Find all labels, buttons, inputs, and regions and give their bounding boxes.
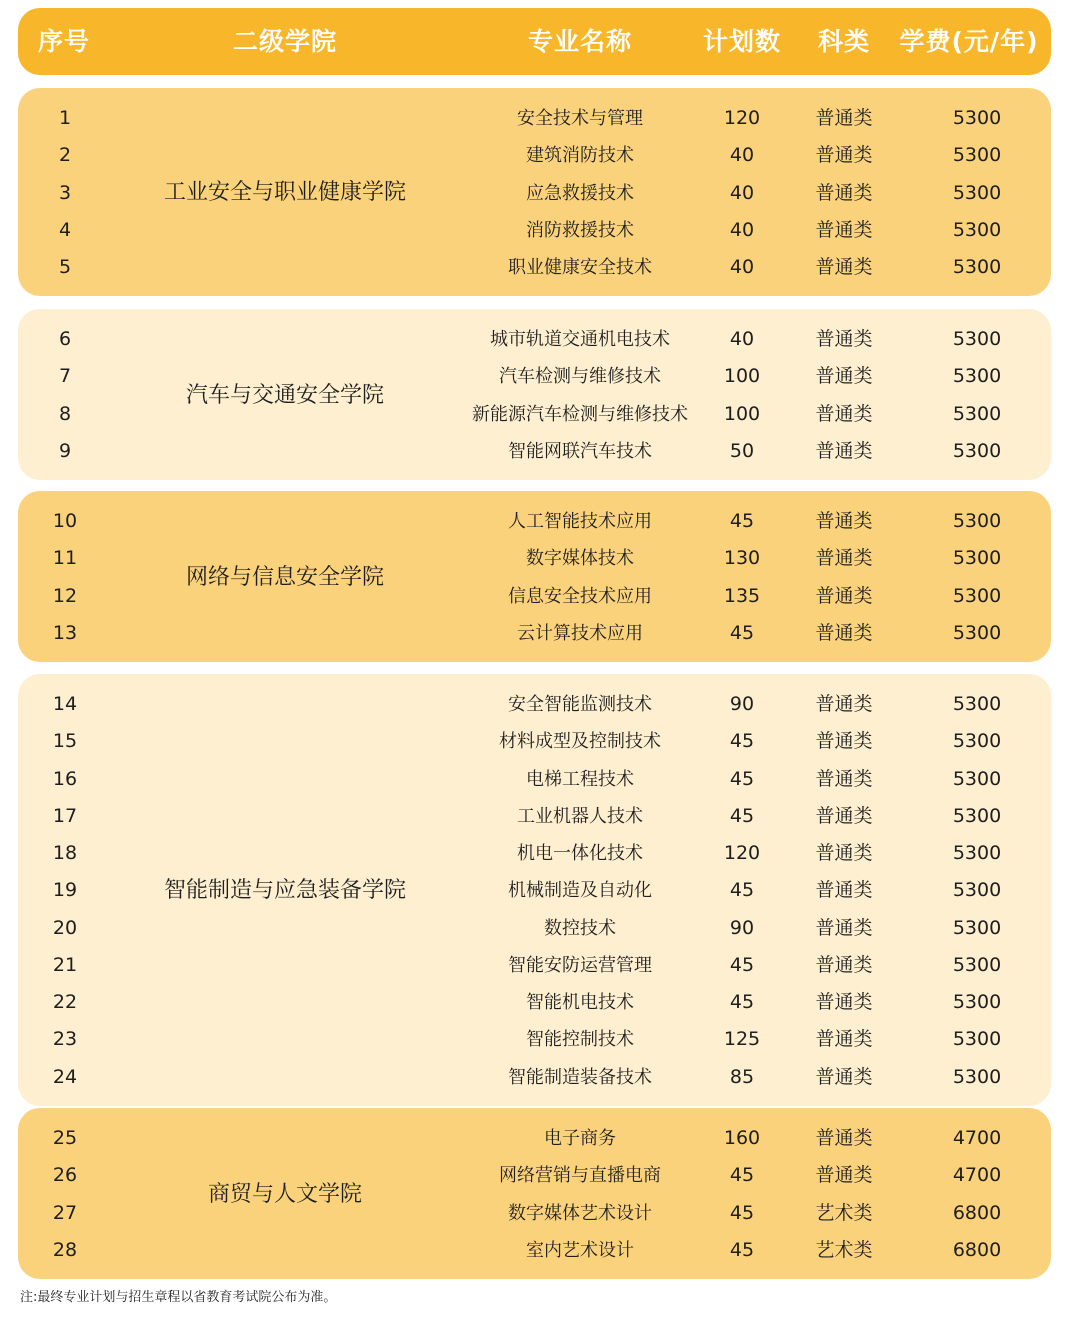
cell-no: 7 [58,365,72,388]
cell-fee: 5300 [952,256,1002,278]
cell-major: 新能源汽车检测与维修技术 [472,403,688,425]
cell-major: 工业机器人技术 [517,805,643,827]
table-row [18,835,1051,872]
cell-major: 智能制造装备技术 [508,1066,652,1088]
cell-fee: 5300 [952,218,1002,241]
cell-fee: 5300 [952,510,1002,532]
cell-category: 艺术类 [815,1238,873,1261]
table-row [18,872,1051,909]
cell-fee: 5300 [952,439,1002,462]
cell-plan: 85 [729,1065,755,1088]
table-row [18,984,1051,1021]
cell-no: 4 [58,218,72,241]
cell-fee: 5300 [952,953,1002,976]
cell-fee: 5300 [952,767,1002,790]
cell-fee: 6800 [952,1201,1002,1224]
cell-category: 普通类 [815,693,873,715]
college-name: 商贸与人文学院 [207,1181,363,1207]
cell-category: 普通类 [815,842,873,864]
table-row [18,358,1051,395]
cell-plan: 45 [729,879,755,902]
cell-plan: 130 [723,547,761,570]
header-category: 科类 [817,27,871,56]
cell-category: 普通类 [815,439,873,462]
cell-no: 1 [58,107,72,129]
cell-plan: 40 [729,218,755,241]
header-fee: 学费(元/年) [899,27,1039,56]
cell-plan: 100 [723,365,761,388]
cell-fee: 5300 [952,1065,1002,1088]
cell-fee: 5300 [952,107,1002,129]
cell-major: 消防救援技术 [526,219,634,241]
cell-plan: 45 [729,730,755,753]
cell-category: 普通类 [815,1065,873,1088]
cell-plan: 40 [729,144,755,167]
cell-fee: 6800 [952,1238,1002,1261]
cell-no: 3 [58,181,72,204]
cell-fee: 5300 [952,402,1002,425]
college-name: 汽车与交通安全学院 [185,382,385,408]
cell-plan: 45 [729,804,755,827]
cell-major: 安全技术与管理 [517,108,643,129]
cell-fee: 5300 [952,144,1002,167]
cell-fee: 5300 [952,181,1002,204]
table-row [18,1059,1051,1096]
cell-no: 26 [52,1164,78,1187]
table-row [18,212,1051,249]
cell-major: 职业健康安全技术 [508,257,652,278]
college-name: 智能制造与应急装备学院 [163,877,407,903]
cell-plan: 90 [729,693,755,715]
cell-major: 城市轨道交通机电技术 [490,329,670,350]
cell-fee: 5300 [952,916,1002,939]
cell-major: 数字媒体技术 [526,548,634,570]
cell-category: 普通类 [815,991,873,1013]
table-row [18,1195,1051,1232]
cell-major: 应急救援技术 [526,182,634,204]
header-no: 序号 [37,27,91,56]
cell-plan: 45 [729,1164,755,1187]
cell-fee: 5300 [952,693,1002,715]
cell-no: 6 [58,328,72,350]
cell-fee: 5300 [952,584,1002,607]
table-row [18,396,1051,433]
cell-no: 27 [52,1201,78,1224]
cell-no: 23 [52,1028,78,1051]
cell-major: 汽车检测与维修技术 [499,366,661,388]
cell-no: 15 [52,730,78,753]
cell-no: 18 [52,842,78,864]
cell-category: 普通类 [815,218,873,241]
cell-major: 机械制造及自动化 [508,880,652,902]
cell-major: 机电一体化技术 [517,843,643,864]
table-row [18,761,1051,798]
cell-category: 普通类 [815,510,873,532]
cell-category: 普通类 [815,256,873,278]
cell-plan: 50 [729,439,755,462]
cell-fee: 5300 [952,1028,1002,1051]
college-group [18,1108,1051,1279]
cell-plan: 45 [729,510,755,532]
table-row [18,503,1051,540]
college-group [18,491,1051,662]
cell-major: 电梯工程技术 [526,768,634,790]
table-header [18,8,1051,75]
cell-no: 19 [52,879,78,902]
cell-category: 普通类 [815,402,873,425]
cell-category: 普通类 [815,144,873,167]
cell-no: 8 [58,402,72,425]
table-row [18,723,1051,760]
cell-category: 普通类 [815,767,873,790]
cell-major: 室内艺术设计 [526,1239,634,1261]
cell-fee: 5300 [952,621,1002,644]
cell-fee: 5300 [952,328,1002,350]
cell-no: 11 [52,547,78,570]
cell-plan: 100 [723,402,761,425]
cell-major: 建筑消防技术 [526,145,634,167]
cell-no: 21 [52,953,78,976]
college-group [18,309,1051,480]
cell-major: 网络营销与直播电商 [499,1165,661,1187]
table-row [18,1232,1051,1269]
cell-plan: 45 [729,621,755,644]
cell-category: 普通类 [815,953,873,976]
cell-plan: 45 [729,991,755,1013]
cell-category: 普通类 [815,1127,873,1149]
cell-plan: 135 [723,584,761,607]
cell-category: 普通类 [815,879,873,902]
cell-major: 智能控制技术 [526,1029,634,1051]
cell-major: 安全智能监测技术 [508,694,652,715]
cell-no: 16 [52,767,78,790]
table-row [18,321,1051,358]
college-name: 工业安全与职业健康学院 [163,180,407,206]
cell-major: 人工智能技术应用 [508,511,652,532]
cell-major: 信息安全技术应用 [508,585,652,607]
college-group [18,674,1051,1106]
table-row [18,433,1051,470]
table-row [18,686,1051,723]
cell-no: 22 [52,991,78,1013]
header-major: 专业名称 [527,27,633,56]
cell-category: 普通类 [815,328,873,350]
cell-plan: 160 [723,1127,761,1149]
cell-plan: 40 [729,181,755,204]
cell-major: 数字媒体艺术设计 [508,1202,652,1224]
cell-major: 数控技术 [544,917,616,939]
table-row [18,175,1051,212]
cell-plan: 40 [729,256,755,278]
cell-major: 云计算技术应用 [517,622,643,644]
cell-category: 普通类 [815,547,873,570]
cell-plan: 45 [729,953,755,976]
cell-fee: 5300 [952,879,1002,902]
cell-no: 28 [52,1238,78,1261]
cell-fee: 4700 [952,1164,1002,1187]
footnote: 注:最终专业计划与招生章程以省教育考试院公布为准。 [20,1290,337,1305]
cell-fee: 5300 [952,730,1002,753]
cell-no: 25 [52,1127,78,1149]
table-row [18,100,1051,137]
cell-category: 普通类 [815,1164,873,1187]
cell-fee: 4700 [952,1127,1002,1149]
college-name: 网络与信息安全学院 [185,564,385,590]
cell-category: 普通类 [815,730,873,753]
cell-category: 普通类 [815,621,873,644]
table-row [18,137,1051,174]
cell-no: 12 [52,584,78,607]
cell-plan: 90 [729,916,755,939]
cell-no: 20 [52,916,78,939]
cell-major: 智能网联汽车技术 [508,440,652,462]
cell-no: 5 [58,256,72,278]
cell-fee: 5300 [952,842,1002,864]
table-row [18,578,1051,615]
cell-plan: 120 [723,107,761,129]
cell-plan: 45 [729,1201,755,1224]
cell-category: 普通类 [815,181,873,204]
cell-no: 2 [58,144,72,167]
table-row [18,540,1051,577]
cell-major: 智能机电技术 [526,992,634,1013]
cell-no: 10 [52,510,78,532]
cell-category: 普通类 [815,916,873,939]
cell-major: 材料成型及控制技术 [499,731,661,753]
cell-no: 17 [52,804,78,827]
cell-fee: 5300 [952,804,1002,827]
table-row [18,249,1051,286]
cell-plan: 40 [729,328,755,350]
header-college: 二级学院 [232,27,338,56]
cell-no: 9 [58,439,72,462]
cell-category: 普通类 [815,107,873,129]
cell-no: 13 [52,621,78,644]
cell-no: 24 [52,1065,78,1088]
cell-major: 电子商务 [544,1128,616,1149]
cell-category: 普通类 [815,365,873,388]
cell-no: 14 [52,693,78,715]
table-row [18,615,1051,652]
cell-plan: 45 [729,767,755,790]
table-row [18,1021,1051,1058]
cell-category: 普通类 [815,584,873,607]
cell-fee: 5300 [952,991,1002,1013]
table-row [18,910,1051,947]
cell-plan: 120 [723,842,761,864]
table-row [18,1120,1051,1157]
table-row [18,947,1051,984]
cell-fee: 5300 [952,547,1002,570]
cell-plan: 45 [729,1238,755,1261]
cell-category: 艺术类 [815,1201,873,1224]
college-group [18,88,1051,296]
cell-major: 智能安防运营管理 [508,954,652,976]
cell-category: 普通类 [815,804,873,827]
table-row [18,1157,1051,1194]
header-plan: 计划数 [702,27,782,56]
cell-fee: 5300 [952,365,1002,388]
table-row [18,798,1051,835]
cell-category: 普通类 [815,1028,873,1051]
cell-plan: 125 [723,1028,761,1051]
